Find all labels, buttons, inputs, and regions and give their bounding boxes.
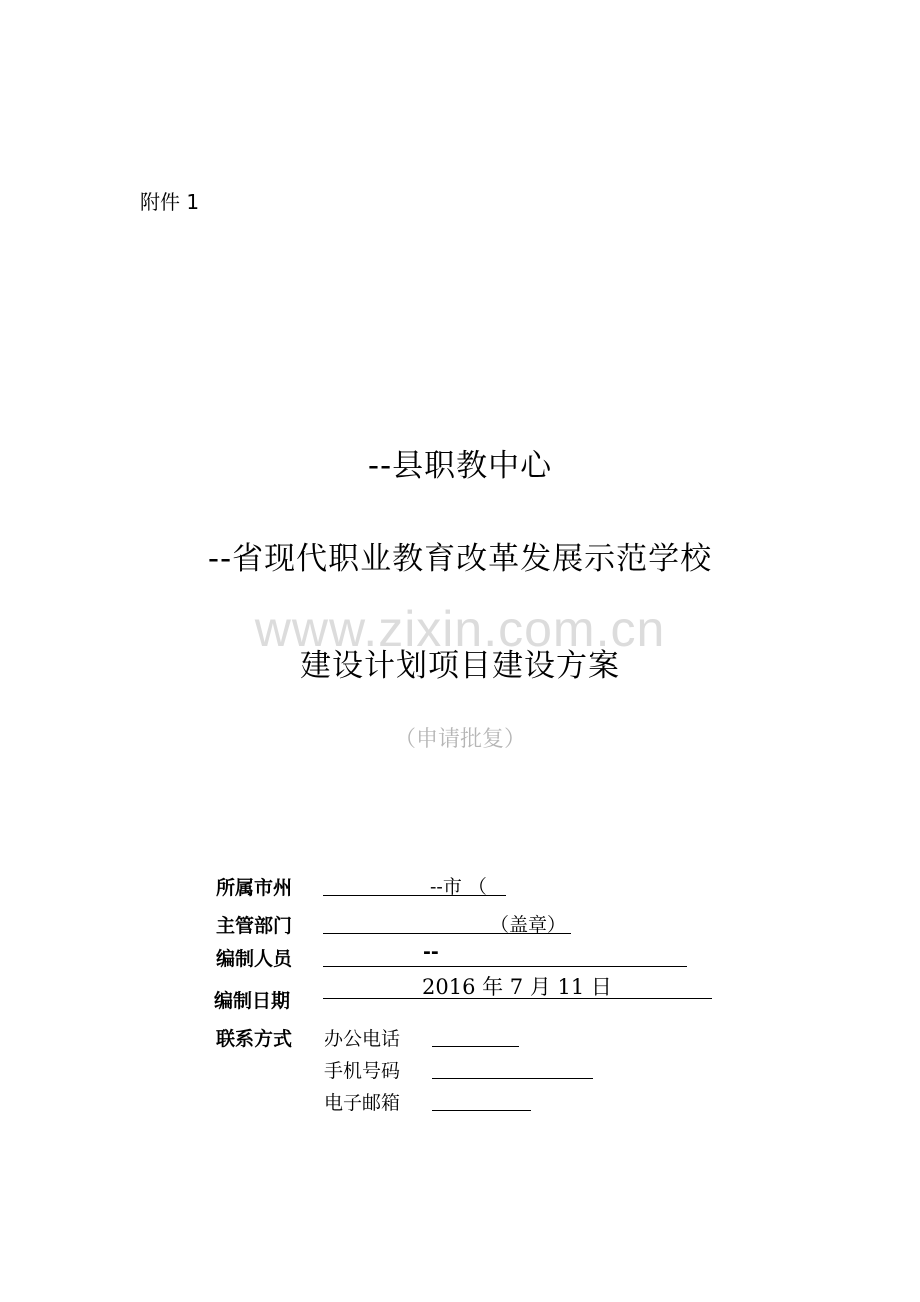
editor-value: -- — [423, 941, 439, 963]
subtitle: （申请批复） — [393, 727, 526, 752]
department-label: 主管部门 — [216, 915, 293, 937]
school-title: --县职教中心 — [367, 448, 553, 484]
email-underline — [432, 1110, 531, 1111]
mobile-underline — [432, 1078, 593, 1079]
mobile-label: 手机号码 — [324, 1060, 401, 1082]
editor-label: 编制人员 — [216, 948, 293, 970]
date-value: 2016 年 7 月 11 日 — [422, 975, 612, 999]
editor-underline — [323, 966, 687, 967]
email-label: 电子邮箱 — [324, 1092, 401, 1114]
office-phone-label: 办公电话 — [324, 1028, 401, 1050]
plan-title: 建设计划项目建设方案 — [300, 648, 620, 684]
program-title: --省现代职业教育改革发展示范学校 — [207, 541, 713, 577]
date-label: 编制日期 — [214, 990, 291, 1012]
attachment-label: 附件 1 — [140, 190, 200, 214]
contact-label: 联系方式 — [216, 1028, 293, 1050]
city-value: --市 （ — [430, 876, 487, 898]
office-phone-underline — [432, 1046, 519, 1047]
department-value: （盖章） — [490, 914, 567, 936]
watermark: www.zixin.com.cn — [254, 601, 666, 657]
city-label: 所属市州 — [216, 877, 293, 899]
